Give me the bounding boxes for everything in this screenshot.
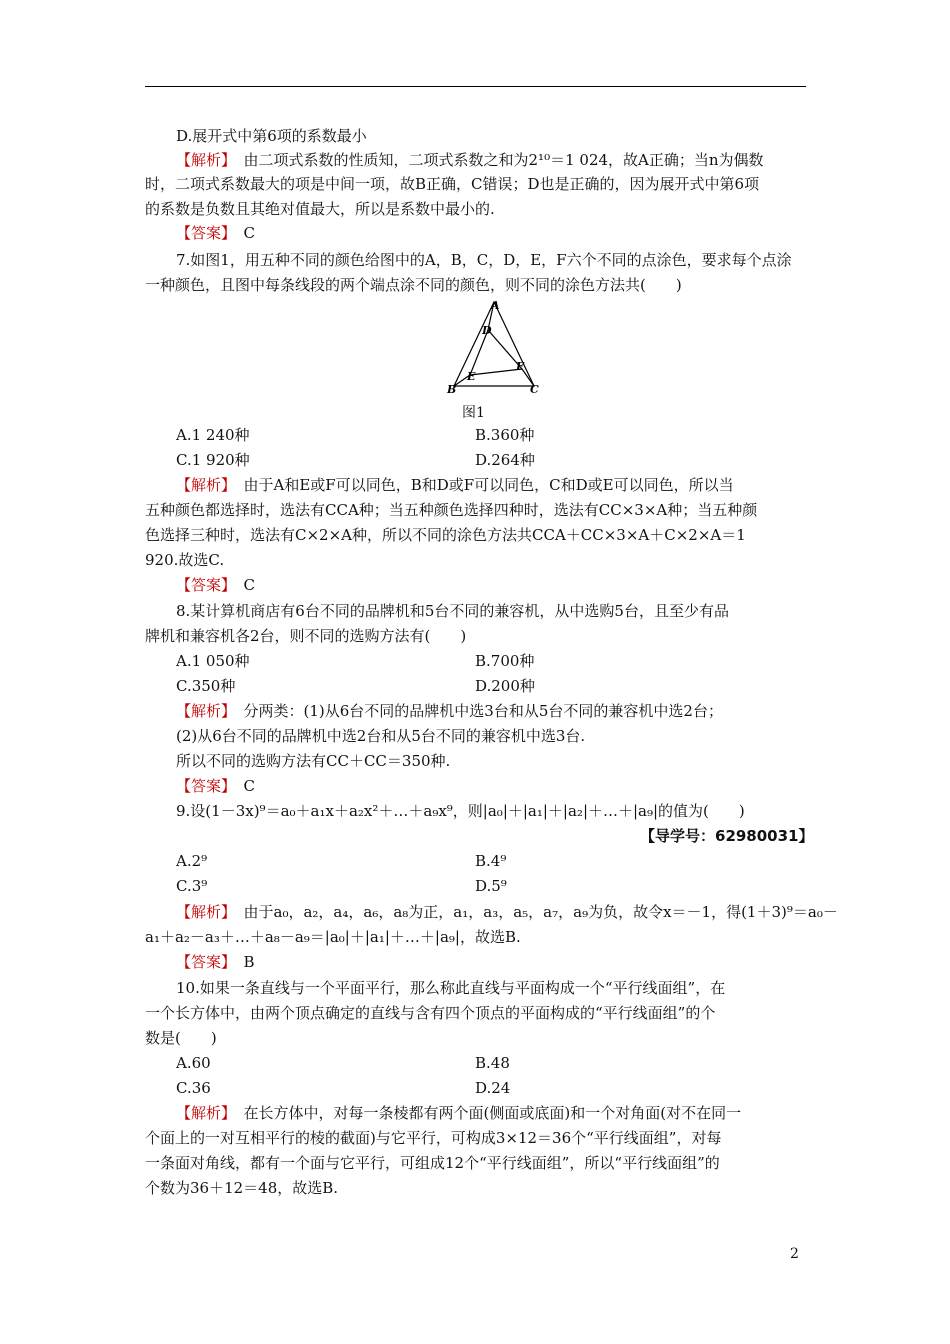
option-d-q10: D.24 [475,1079,511,1097]
triangle-figure [444,298,544,398]
analysis-q7-line3: 色选择三种时，选法有C×2×A种，所以不同的涂色方法共CCA＋CC×3×A＋C×2×A＝1 [145,526,746,544]
header-rule [145,86,806,87]
answer-q8: 【答案】 C [176,777,255,795]
answer-q7: 【答案】 C [176,576,255,594]
analysis-q9-line1: 【解析】 由于a₀，a₂，a₄，a₆，a₈为正，a₁，a₃，a₅，a₇，a₉为负，故令x＝－1，得(1＋3)⁹＝a₀－ [176,903,838,921]
analysis-q6-line3: 的系数是负数且其绝对值最大，所以是系数中最小的. [145,200,495,218]
option-b-q10: B.48 [475,1054,510,1072]
analysis-q10-line1: 【解析】 在长方体中，对每一条棱都有两个面(侧面或底面)和一个对角面(对不在同一 [176,1104,742,1122]
option-c-q8: C.350种 [176,677,236,695]
question-10-line2: 一个长方体中，由两个顶点确定的直线与含有四个顶点的平面构成的“平行线面组”的个 [145,1004,716,1022]
analysis-q7-line2: 五种颜色都选择时，选法有CCA种；当五种颜色选择四种时，选法有CC×3×A种；当五种颜 [145,501,758,519]
label-F: F [516,360,524,373]
question-8-line1: 8.某计算机商店有6台不同的品牌机和5台不同的兼容机，从中选购5台，且至少有品 [176,602,729,620]
answer-q9: 【答案】 B [176,953,255,971]
analysis-q8-line1: 【解析】 分两类：(1)从6台不同的品牌机中选3台和从5台不同的兼容机中选2台； [176,702,723,720]
option-a-q7: A.1 240种 [176,426,250,444]
question-7-line1: 7.如图1，用五种不同的颜色给图中的A，B，C，D，E，F六个不同的点涂色，要求每个点涂 [176,251,792,269]
label-D: D [482,324,492,337]
option-d-q6: D.展开式中第6项的系数最小 [176,127,367,145]
answer-q6: 【答案】 C [176,224,255,242]
option-c-q10: C.36 [176,1079,211,1097]
analysis-q6-line2: 时，二项式系数最大的项是中间一项，故B正确，C错误；D也是正确的，因为展开式中第6项 [145,175,760,193]
analysis-q9-line2: a₁＋a₂－a₃＋…＋a₈－a₉＝|a₀|＋|a₁|＋…＋|a₉|，故选B. [145,928,521,946]
page-number: 2 [790,1246,799,1262]
option-d-q9: D.5⁹ [475,877,507,895]
option-a-q9: A.2⁹ [176,852,208,870]
option-b-q8: B.700种 [475,652,535,670]
analysis-q7-line4: 920.故选C. [145,551,225,569]
question-10-line1: 10.如果一条直线与一个平面平行，那么称此直线与平面构成一个“平行线面组”，在 [176,979,726,997]
label-E: E [467,370,476,383]
analysis-q10-line3: 一条面对角线，都有一个面与它平行，可组成12个“平行线面组”，所以“平行线面组”的 [145,1154,720,1172]
option-b-q9: B.4⁹ [475,852,507,870]
label-B: B [447,383,457,396]
option-d-q8: D.200种 [475,677,535,695]
analysis-q6-line1: 【解析】 由二项式系数的性质知，二项式系数之和为2¹⁰＝1 024，故A正确；当n为偶数 [176,151,764,169]
analysis-q7-line1: 【解析】 由于A和E或F可以同色，B和D或F可以同色，C和D或E可以同色，所以当 [176,476,734,494]
analysis-q8-line3: 所以不同的选购方法有CC＋CC＝350种. [176,752,451,770]
option-c-q7: C.1 920种 [176,451,250,469]
analysis-q8-line2: (2)从6台不同的品牌机中选2台和从5台不同的兼容机中选3台. [176,727,586,745]
question-8-line2: 牌机和兼容机各2台，则不同的选购方法有( ) [145,627,467,645]
label-C: C [530,383,539,396]
option-b-q7: B.360种 [475,426,535,444]
outer-triangle [454,302,534,386]
question-9-line1: 9.设(1－3x)⁹＝a₀＋a₁x＋a₂x²＋…＋a₉x⁹，则|a₀|＋|a₁|＋|a₂|＋…＋|a₉|的值为( ) [176,802,745,820]
option-c-q9: C.3⁹ [176,877,208,895]
analysis-q10-line2: 个面上的一对互相平行的棱的截面)与它平行，可构成3×12＝36个“平行线面组”，对每 [145,1129,722,1147]
label-A: A [491,299,500,312]
question-7-line2: 一种颜色，且图中每条线段的两个端点涂不同的颜色，则不同的涂色方法共( ) [145,276,682,294]
option-a-q8: A.1 050种 [176,652,250,670]
analysis-q10-line4: 个数为36＋12＝48，故选B. [145,1179,339,1197]
question-10-line3: 数是( ) [145,1029,217,1047]
option-a-q10: A.60 [176,1054,211,1072]
figure-caption: 图1 [462,405,485,421]
option-d-q7: D.264种 [475,451,535,469]
guide-number: 【导学号：62980031】 [640,827,814,845]
